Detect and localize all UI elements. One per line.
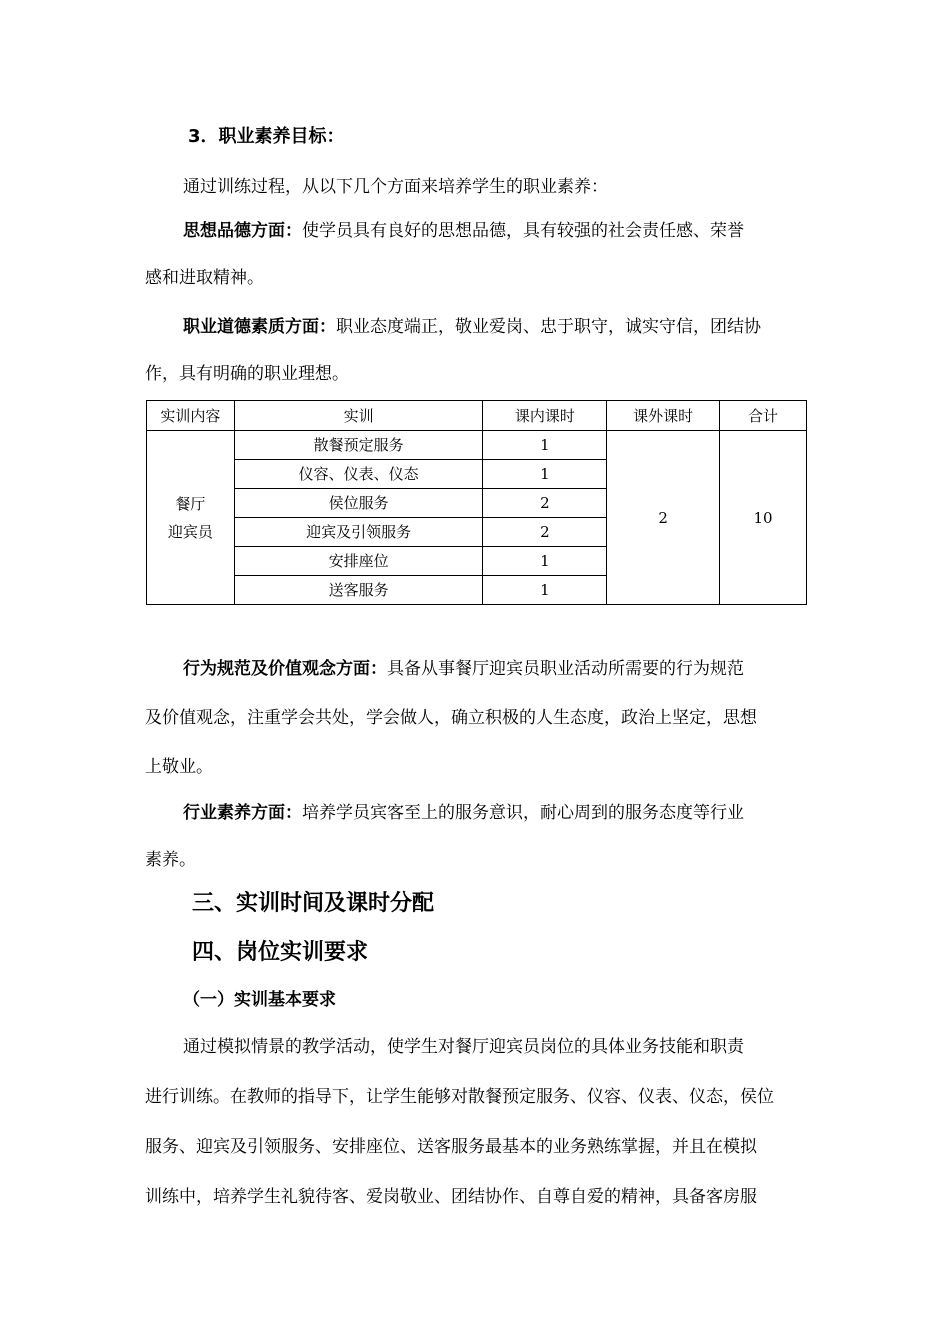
intro-paragraph: 通过训练过程，从以下几个方面来培养学生的职业素养： (183, 177, 608, 197)
training-item-cell: 仪容、仪表、仪态 (234, 460, 483, 489)
paragraph-text: 培养学员宾客至上的服务意识，耐心周到的服务态度等行业 (302, 803, 744, 823)
table-row (147, 431, 807, 460)
section-heading-requirements: 四、岗位实训要求 (192, 940, 369, 965)
paragraph-moral-cont: 感和进取精神。 (145, 268, 264, 288)
paragraph-behavior (183, 657, 807, 681)
table-header-cell: 实训 (234, 401, 483, 431)
training-item-cell: 迎宾及引领服务 (234, 518, 483, 547)
total-cell: 10 (720, 431, 807, 605)
paragraph-text: 具备从事餐厅迎宾员职业活动所需要的行为规范 (387, 659, 744, 679)
hours-cell: 1 (483, 431, 607, 460)
body-line: 进行训练。在教师的指导下，让学生能够对散餐预定服务、仪容、仪表、仪态，侯位 (145, 1087, 774, 1107)
group-label: 迎宾员 (167, 522, 213, 541)
table-header-cell: 合计 (720, 401, 807, 431)
table-header-cell: 课外课时 (607, 401, 720, 431)
paragraph-industry-cont: 素养。 (145, 850, 196, 870)
table-header-row (147, 401, 807, 431)
training-item-cell: 侯位服务 (234, 489, 483, 518)
training-item-cell: 送客服务 (234, 576, 483, 605)
table-header-cell: 课内课时 (483, 401, 607, 431)
subsection-heading: （一）实训基本要求 (183, 990, 336, 1010)
paragraph-label: 行业素养方面： (183, 803, 302, 823)
group-cell (147, 431, 235, 605)
outside-hours-cell: 2 (607, 431, 720, 605)
paragraph-label: 思想品德方面： (183, 221, 302, 241)
section-heading-3: 3．职业素养目标： (188, 126, 345, 147)
paragraph-behavior-cont: 及价值观念，注重学会共处，学会做人，确立积极的人生态度，政治上坚定，思想 (145, 708, 757, 728)
paragraph-ethics (183, 315, 807, 339)
paragraph-label: 职业道德素质方面： (183, 317, 336, 337)
table-header-cell: 实训内容 (147, 401, 235, 431)
paragraph-moral (183, 219, 807, 243)
training-item-cell: 散餐预定服务 (234, 431, 483, 460)
training-item-cell: 安排座位 (234, 547, 483, 576)
paragraph-text: 使学员具有良好的思想品德，具有较强的社会责任感、荣誉 (302, 221, 744, 241)
hours-cell: 2 (483, 518, 607, 547)
training-hours-table (146, 400, 807, 605)
section-heading-time: 三、实训时间及课时分配 (192, 891, 435, 916)
paragraph-industry (183, 801, 807, 825)
body-line: 服务、迎宾及引领服务、安排座位、送客服务最基本的业务熟练掌握，并且在模拟 (145, 1137, 757, 1157)
hours-cell: 1 (483, 576, 607, 605)
body-line: 通过模拟情景的教学活动，使学生对餐厅迎宾员岗位的具体业务技能和职责 (183, 1037, 744, 1057)
hours-cell: 1 (483, 460, 607, 489)
paragraph-ethics-cont: 作，具有明确的职业理想。 (145, 364, 349, 384)
body-line: 训练中，培养学生礼貌待客、爱岗敬业、团结协作、自尊自爱的精神，具备客房服 (145, 1187, 757, 1207)
paragraph-behavior-cont: 上敬业。 (145, 757, 213, 777)
hours-cell: 2 (483, 489, 607, 518)
group-label: 餐厅 (175, 494, 206, 513)
paragraph-text: 职业态度端正，敬业爱岗、忠于职守，诚实守信，团结协 (336, 317, 761, 337)
hours-cell: 1 (483, 547, 607, 576)
paragraph-label: 行为规范及价值观念方面： (183, 659, 387, 679)
